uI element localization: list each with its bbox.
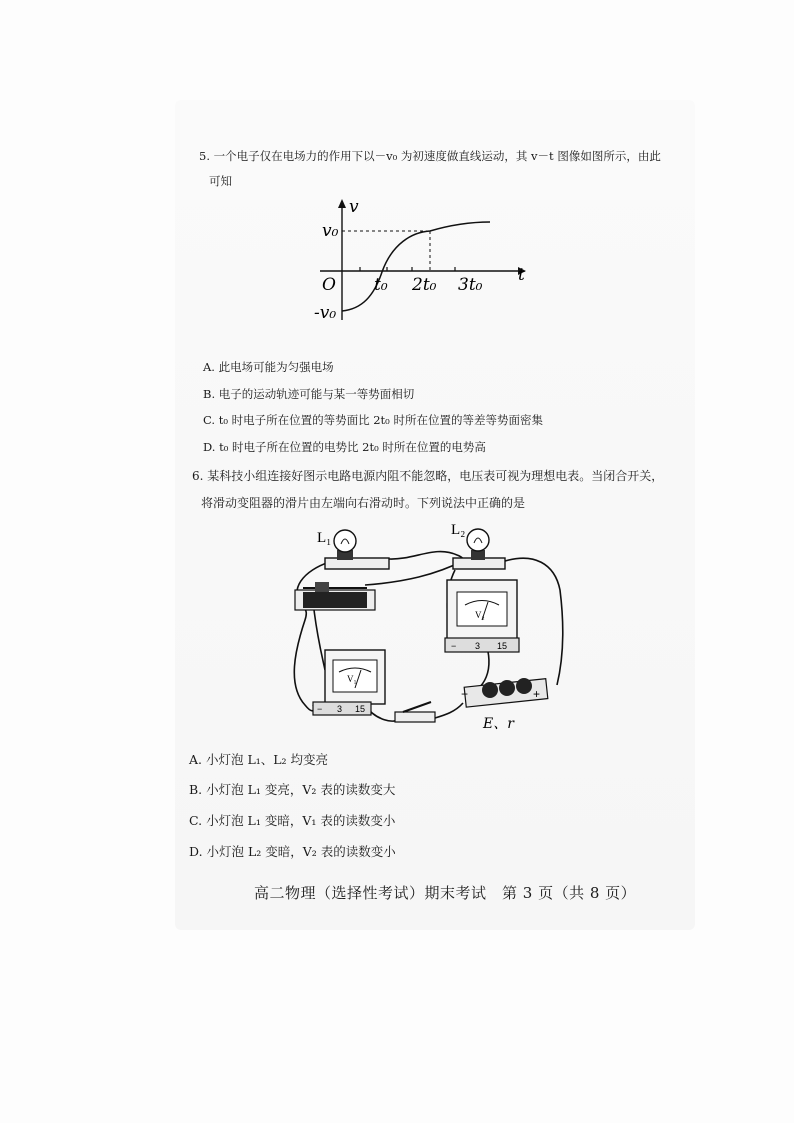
- q5-option-c: C. t₀ 时电子所在位置的等势面比 2t₀ 时所在位置的等差等势面密集: [203, 413, 543, 427]
- label-emf: E、r: [483, 716, 514, 732]
- v-axis-arrow-icon: [338, 199, 346, 208]
- v1-range-15: 15: [355, 704, 366, 714]
- label-2t0: 2t₀: [412, 275, 437, 295]
- v2-range-3: 3: [475, 641, 481, 651]
- label-v1: V₁: [347, 674, 357, 684]
- rheostat: [295, 582, 375, 610]
- battery-pack: [461, 678, 548, 732]
- vt-graph: [312, 196, 532, 326]
- q6-stem-line2: 将滑动变阻器的滑片由左端向右滑动时。下列说法中正确的是: [201, 496, 526, 510]
- switch: [395, 702, 435, 722]
- q6-option-c: C. 小灯泡 L₁ 变暗，V₁ 表的读数变小: [189, 813, 396, 828]
- label-v2: V₂: [475, 610, 485, 620]
- v2-minus: −: [451, 641, 457, 651]
- label-v0: v₀: [322, 221, 339, 241]
- bulb-l2: [451, 522, 505, 569]
- label-l1: L₁: [317, 530, 332, 546]
- label-neg-v0: -v₀: [314, 303, 337, 323]
- voltmeter-v2: [445, 580, 519, 652]
- circuit-diagram: [285, 520, 575, 760]
- voltmeter-v1: [313, 650, 385, 715]
- vt-curve: [342, 222, 490, 311]
- battery-plus: +: [533, 687, 541, 701]
- q6-option-b: B. 小灯泡 L₁ 变亮，V₂ 表的读数变大: [189, 782, 396, 797]
- label-t0: t₀: [374, 275, 388, 295]
- battery-minus: −: [461, 687, 469, 701]
- label-origin: O: [322, 275, 336, 295]
- label-l2: L₂: [451, 522, 466, 538]
- wire-switch-battery: [435, 703, 463, 718]
- bulb-l1: [317, 530, 389, 569]
- q5-option-b: B. 电子的运动轨迹可能与某一等势面相切: [203, 387, 415, 401]
- q6-option-a: A. 小灯泡 L₁、L₂ 均变亮: [189, 752, 329, 767]
- page-footer: 高二物理（选择性考试）期末考试 第 3 页（共 8 页）: [254, 884, 637, 902]
- label-t: t: [518, 265, 525, 285]
- v1-range-3: 3: [337, 704, 343, 714]
- q6-option-d: D. 小灯泡 L₂ 变暗，V₂ 表的读数变小: [189, 844, 396, 859]
- q5-stem-line1: 5. 一个电子仅在电场力的作用下以－v₀ 为初速度做直线运动，其 v－t 图像如图所示，由此: [199, 149, 661, 163]
- label-3t0: 3t₀: [458, 275, 483, 295]
- q5-option-d: D. t₀ 时电子所在位置的电势比 2t₀ 时所在位置的电势高: [203, 440, 486, 454]
- q5-option-a: A. 此电场可能为匀强电场: [203, 360, 334, 374]
- label-v: v: [349, 197, 359, 217]
- q6-stem-line1: 6. 某科技小组连接好图示电路电源内阻不能忽略，电压表可视为理想电表。当闭合开关，: [192, 469, 664, 483]
- q5-stem-line2: 可知: [209, 174, 232, 188]
- v1-minus: −: [317, 704, 323, 714]
- v2-range-15: 15: [497, 641, 508, 651]
